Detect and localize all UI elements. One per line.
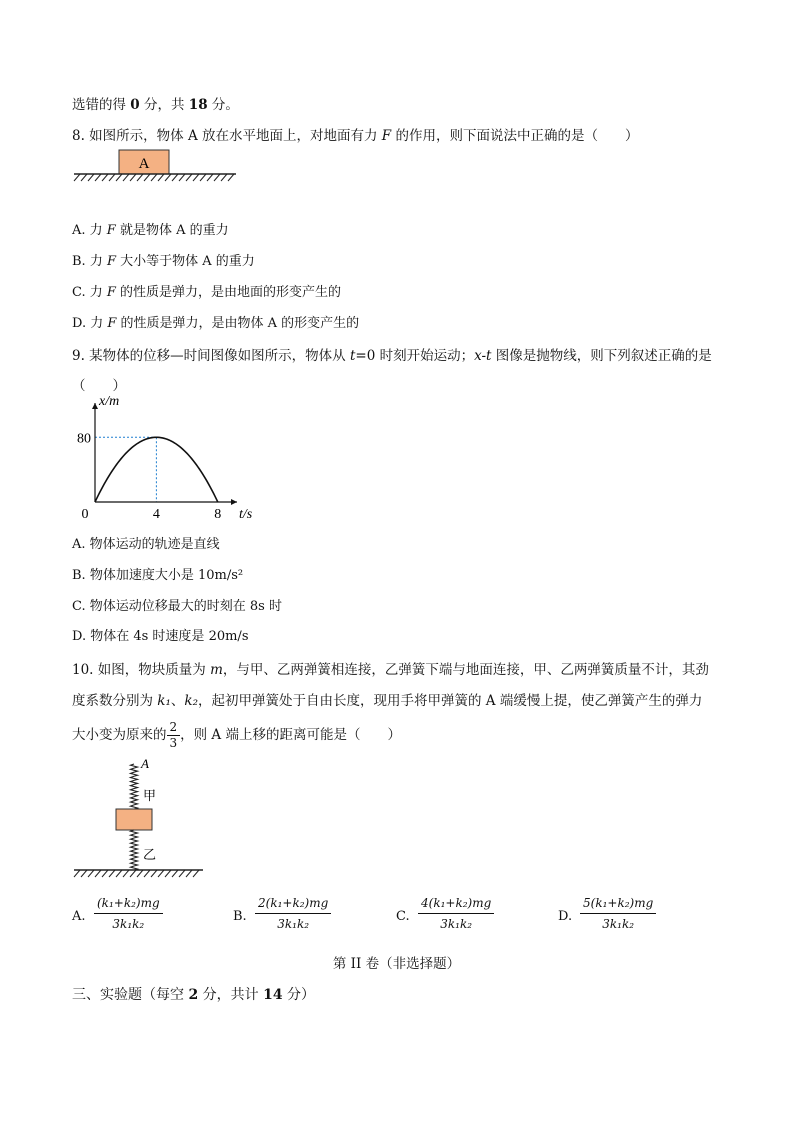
q10-stem-text: 大小变为原来的 bbox=[72, 727, 167, 743]
hatch-mark bbox=[214, 174, 220, 181]
hatch-mark bbox=[179, 174, 185, 181]
hatch-mark bbox=[81, 174, 87, 181]
q8-stem bbox=[72, 127, 638, 145]
section-3-heading bbox=[72, 986, 315, 1004]
mass-block bbox=[116, 809, 152, 830]
hatch-mark bbox=[193, 174, 199, 181]
hatch-mark bbox=[137, 174, 143, 181]
q9-chart bbox=[70, 394, 253, 526]
q9-stem bbox=[72, 347, 712, 365]
hatch-mark bbox=[123, 870, 129, 877]
option-prefix: A. 力 bbox=[72, 223, 107, 238]
choice-label: A. bbox=[72, 909, 86, 924]
q9-option-a[interactable]: A. 物体运动的轨迹是直线 bbox=[72, 537, 220, 552]
q10-stem-text: ，起初甲弹簧处于自由长度，现用手将甲弹簧的 A 端缓慢上提，使乙弹簧产生的弹力 bbox=[197, 693, 703, 709]
fraction-two-thirds bbox=[167, 720, 181, 751]
intro-line bbox=[72, 96, 239, 114]
spring-jia-label: 甲 bbox=[143, 789, 157, 804]
option-text: 就是物体 A 的重力 bbox=[115, 223, 229, 238]
hatch-mark bbox=[179, 870, 185, 877]
fraction-denominator: 3k₁k₂ bbox=[277, 917, 310, 931]
end-label-a: A bbox=[141, 756, 149, 771]
hatch-mark bbox=[102, 870, 108, 877]
option-text: 的性质是弹力，是由地面的形变产生的 bbox=[115, 285, 342, 300]
x-tick-label: 4 bbox=[152, 507, 160, 522]
q10-stem-text: 10. 如图，物块质量为 bbox=[72, 662, 211, 678]
hatch-mark bbox=[81, 870, 87, 877]
hatch-mark bbox=[95, 870, 101, 877]
q8-figure bbox=[70, 150, 240, 182]
q8-stem-text: 的作用，则下面说法中正确的是（ ） bbox=[391, 128, 639, 144]
force-symbol: F bbox=[107, 316, 117, 331]
intro-total-score: 18 bbox=[188, 97, 208, 113]
section-3-text: 分） bbox=[282, 987, 316, 1003]
q9-option-c[interactable]: C. 物体运动位移最大的时刻在 8s 时 bbox=[72, 599, 282, 614]
choice-fraction bbox=[580, 893, 656, 934]
intro-text: 分。 bbox=[207, 97, 239, 113]
force-symbol: F bbox=[106, 254, 116, 269]
x-tick-label: 0 bbox=[81, 507, 89, 522]
force-symbol: F bbox=[106, 223, 116, 238]
fraction-numerator: 4(k₁+k₂)mg bbox=[418, 893, 494, 914]
hatch-mark bbox=[228, 174, 234, 181]
option-prefix: C. 力 bbox=[72, 285, 107, 300]
y-tick-label: 80 bbox=[77, 431, 91, 447]
x-tick-label: 8 bbox=[214, 507, 222, 522]
k1-symbol: k₁ bbox=[157, 693, 171, 709]
hatch-mark bbox=[109, 870, 115, 877]
spring-jia bbox=[131, 764, 138, 809]
q10-stem-text: 度系数分别为 bbox=[72, 693, 158, 709]
option-text: 的性质是弹力，是由物体 A 的形变产生的 bbox=[116, 316, 360, 331]
block-a-label: A bbox=[138, 156, 150, 172]
intro-score-zero: 0 bbox=[130, 97, 140, 113]
hatch-mark bbox=[130, 870, 136, 877]
mass-symbol: m bbox=[210, 662, 223, 678]
fraction-numerator: 2 bbox=[167, 720, 181, 736]
q10-stem-line3 bbox=[72, 718, 401, 752]
y-axis-arrow bbox=[92, 403, 98, 409]
ground-hatch bbox=[74, 870, 199, 877]
option-prefix: D. 力 bbox=[72, 316, 108, 331]
hatch-mark bbox=[74, 870, 80, 877]
fraction-denominator: 3k₁k₂ bbox=[602, 917, 635, 931]
fraction-denominator: 3k₁k₂ bbox=[112, 917, 145, 931]
q8-option-d[interactable] bbox=[72, 315, 359, 333]
q10-stem-text: ，则 A 端上移的距离可能是（ ） bbox=[180, 727, 401, 743]
hatch-mark bbox=[144, 174, 150, 181]
choice-label: C. bbox=[396, 909, 410, 924]
hatch-mark bbox=[207, 174, 213, 181]
q10-figure bbox=[70, 756, 210, 880]
hatch-mark bbox=[172, 174, 178, 181]
intro-text: 分，共 bbox=[139, 97, 189, 113]
x-axis-arrow bbox=[231, 499, 237, 505]
choice-fraction bbox=[255, 893, 331, 934]
q8-option-b[interactable] bbox=[72, 253, 255, 271]
hatch-mark bbox=[186, 870, 192, 877]
choice-label: B. bbox=[233, 909, 247, 924]
q9-stem-bracket: （ ） bbox=[72, 378, 126, 394]
hatch-mark bbox=[158, 174, 164, 181]
hatch-mark bbox=[172, 870, 178, 877]
separator: 、 bbox=[170, 693, 185, 709]
hatch-mark bbox=[165, 870, 171, 877]
choice-fraction bbox=[418, 893, 494, 934]
q8-stem-text: 8. 如图所示，物体 A 放在水平地面上，对地面有力 bbox=[72, 128, 382, 144]
hatch-mark bbox=[200, 174, 206, 181]
hatch-mark bbox=[221, 174, 227, 181]
hatch-mark bbox=[165, 174, 171, 181]
time-symbol: t bbox=[349, 348, 356, 364]
hatch-mark bbox=[144, 870, 150, 877]
xt-symbol: x-t bbox=[474, 348, 492, 364]
ground-hatch bbox=[74, 174, 234, 181]
force-symbol: F bbox=[106, 285, 116, 300]
section-2-title: 第 II 卷（非选择题） bbox=[332, 956, 461, 972]
section-3-text: 三、实验题（每空 bbox=[72, 987, 189, 1003]
hatch-mark bbox=[109, 174, 115, 181]
spring-yi bbox=[131, 830, 138, 870]
hatch-mark bbox=[151, 174, 157, 181]
q9-stem-text: =0 时刻开始运动； bbox=[355, 348, 475, 364]
intro-text: 选错的得 bbox=[72, 97, 131, 113]
hatch-mark bbox=[74, 174, 80, 181]
q9-stem-text: 9. 某物体的位移—时间图像如图所示，物体从 bbox=[72, 348, 350, 364]
force-symbol: F bbox=[381, 128, 392, 144]
hatch-mark bbox=[116, 870, 122, 877]
y-axis-label: x/m bbox=[99, 394, 120, 409]
hatch-mark bbox=[151, 870, 157, 877]
q10-stem-text: ，与甲、乙两弹簧相连接，乙弹簧下端与地面连接，甲、乙两弹簧质量不计，其劲 bbox=[222, 662, 709, 678]
hatch-mark bbox=[193, 870, 199, 877]
fraction-numerator: (k₁+k₂)mg bbox=[94, 893, 163, 914]
spring-yi-label: 乙 bbox=[143, 848, 157, 863]
choice-label: D. bbox=[558, 909, 573, 924]
k2-symbol: k₂ bbox=[184, 693, 198, 709]
fraction-numerator: 2(k₁+k₂)mg bbox=[255, 893, 331, 914]
hatch-mark bbox=[158, 870, 164, 877]
hatch-mark bbox=[123, 174, 129, 181]
hatch-mark bbox=[88, 174, 94, 181]
hatch-mark bbox=[116, 174, 122, 181]
q9-option-d[interactable]: D. 物体在 4s 时速度是 20m/s bbox=[72, 629, 249, 644]
x-axis-label: t/s bbox=[239, 507, 253, 522]
fraction-numerator: 5(k₁+k₂)mg bbox=[580, 893, 656, 914]
q10-stem-line1 bbox=[72, 661, 709, 679]
points-per-blank: 2 bbox=[188, 987, 199, 1003]
q9-option-b[interactable]: B. 物体加速度大小是 10m/s² bbox=[72, 568, 244, 583]
option-text: 大小等于物体 A 的重力 bbox=[115, 254, 255, 269]
fraction-denominator: 3k₁k₂ bbox=[440, 917, 473, 931]
section-3-text: 分，共计 bbox=[198, 987, 264, 1003]
q9-stem-text: 图像是抛物线，则下列叙述正确的是 bbox=[491, 348, 712, 364]
q8-option-c[interactable] bbox=[72, 284, 341, 302]
choice-fraction bbox=[94, 893, 163, 934]
hatch-mark bbox=[88, 870, 94, 877]
hatch-mark bbox=[130, 174, 136, 181]
q8-option-a[interactable] bbox=[72, 222, 229, 240]
section-3-total: 14 bbox=[263, 987, 283, 1003]
hatch-mark bbox=[186, 174, 192, 181]
hatch-mark bbox=[137, 870, 143, 877]
option-prefix: B. 力 bbox=[72, 254, 107, 269]
hatch-mark bbox=[95, 174, 101, 181]
hatch-mark bbox=[102, 174, 108, 181]
q10-stem-line2 bbox=[72, 692, 702, 710]
fraction-denominator: 3 bbox=[169, 736, 178, 750]
